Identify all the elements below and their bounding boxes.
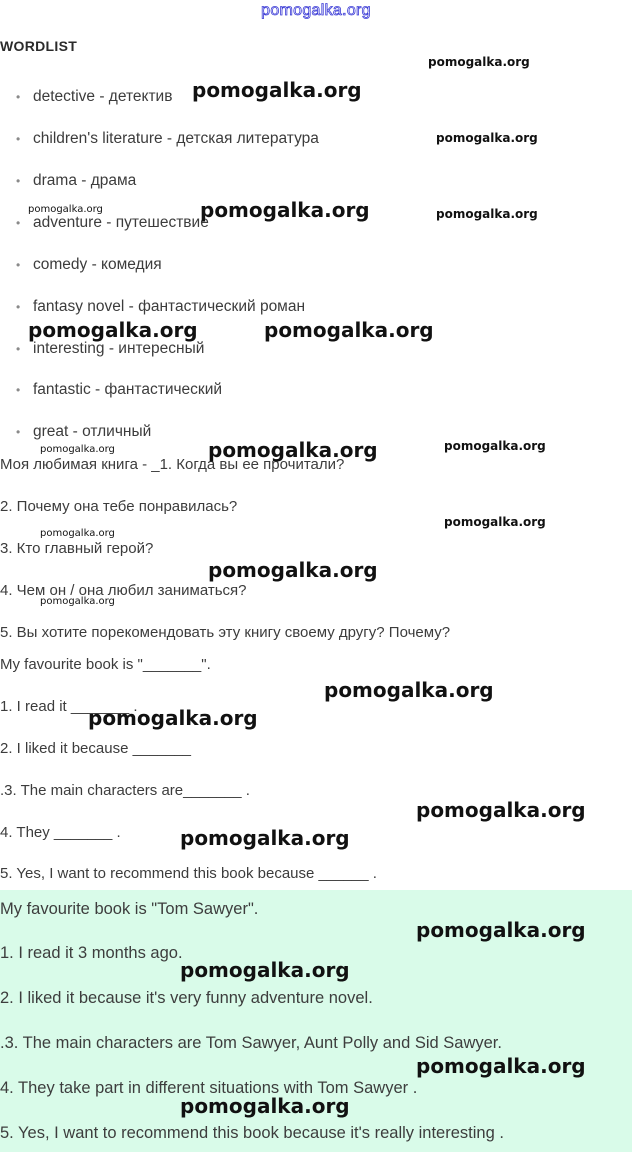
bullet-icon: •	[16, 174, 21, 188]
template-line: 4. They _______ .	[0, 824, 121, 841]
template-line: My favourite book is "_______".	[0, 656, 211, 673]
wordlist-title: WORDLIST	[0, 38, 78, 54]
watermark: pomogalka.org	[180, 826, 350, 850]
watermark: pomogalka.org	[208, 438, 378, 462]
wordlist-item: • interesting - интересный	[16, 340, 205, 357]
watermark: pomogalka.org	[436, 131, 538, 145]
watermark: pomogalka.org	[444, 515, 546, 529]
watermark: pomogalka.org	[208, 558, 378, 582]
watermark: pomogalka.org	[444, 439, 546, 453]
wordlist-item: • fantasy novel - фантастический роман	[16, 298, 306, 315]
watermark: pomogalka.org	[40, 528, 115, 539]
answer-line: 4. They take part in different situations with Tom Sawyer .	[0, 1079, 418, 1097]
bullet-icon: •	[16, 425, 21, 439]
bullet-icon: •	[16, 90, 21, 104]
template-line: 1. I read it _______ .	[0, 698, 138, 715]
wordlist-item: • drama - драма	[16, 172, 137, 189]
watermark: pomogalka.org	[436, 207, 538, 221]
bullet-icon: •	[16, 216, 21, 230]
template-line: .3. The main characters are_______ .	[0, 782, 250, 799]
wordlist-item: • detective - детектив	[16, 88, 173, 105]
wordlist-item: • adventure - путешествие	[16, 214, 209, 231]
question-line: Моя любимая книга - _1. Когда вы ее прочитали?	[0, 456, 345, 473]
bullet-icon: •	[16, 342, 21, 356]
watermark: pomogalka.org	[428, 55, 530, 69]
watermark: pomogalka.org	[28, 318, 198, 342]
watermark: pomogalka.org	[416, 798, 586, 822]
watermark: pomogalka.org	[40, 444, 115, 455]
answer-line: .3. The main characters are Tom Sawyer, Aunt Polly and Sid Sawyer.	[0, 1034, 502, 1052]
watermark: pomogalka.org	[88, 706, 258, 730]
answer-line: My favourite book is "Tom Sawyer".	[0, 900, 259, 918]
bullet-icon: •	[16, 258, 21, 272]
bullet-icon: •	[16, 132, 21, 146]
wordlist-item: • great - отличный	[16, 423, 152, 440]
wordlist-item: • comedy - комедия	[16, 256, 162, 273]
watermark: pomogalka.org	[40, 596, 115, 607]
watermark: pomogalka.org	[324, 678, 494, 702]
template-line: 5. Yes, I want to recommend this book because ______ .	[0, 865, 377, 882]
wordlist-item: • children's literature - детская литература	[16, 130, 319, 147]
bullet-icon: •	[16, 300, 21, 314]
question-line: 5. Вы хотите порекомендовать эту книгу своему другу? Почему?	[0, 624, 451, 641]
watermark: pomogalka.org	[416, 1054, 586, 1078]
question-line: 2. Почему она тебе понравилась?	[0, 498, 238, 515]
bullet-icon: •	[16, 383, 21, 397]
watermark: pomogalka.org	[180, 958, 350, 982]
watermark: pomogalka.org	[180, 1094, 350, 1118]
answer-line: 1. I read it 3 months ago.	[0, 944, 183, 962]
watermark: pomogalka.org	[416, 918, 586, 942]
watermark: pomogalka.org	[264, 318, 434, 342]
question-line: 3. Кто главный герой?	[0, 540, 154, 557]
answer-line: 5. Yes, I want to recommend this book because it's really interesting .	[0, 1124, 504, 1142]
watermark: pomogalka.org	[28, 204, 103, 215]
template-line: 2. I liked it because _______	[0, 740, 191, 757]
answer-line: 2. I liked it because it's very funny adventure novel.	[0, 989, 373, 1007]
site-logo[interactable]: pomogalka.org	[261, 2, 371, 19]
question-line: 4. Чем он / она любил заниматься?	[0, 582, 247, 599]
watermark: pomogalka.org	[192, 78, 362, 102]
wordlist-item: • fantastic - фантастический	[16, 381, 223, 398]
watermark: pomogalka.org	[200, 198, 370, 222]
